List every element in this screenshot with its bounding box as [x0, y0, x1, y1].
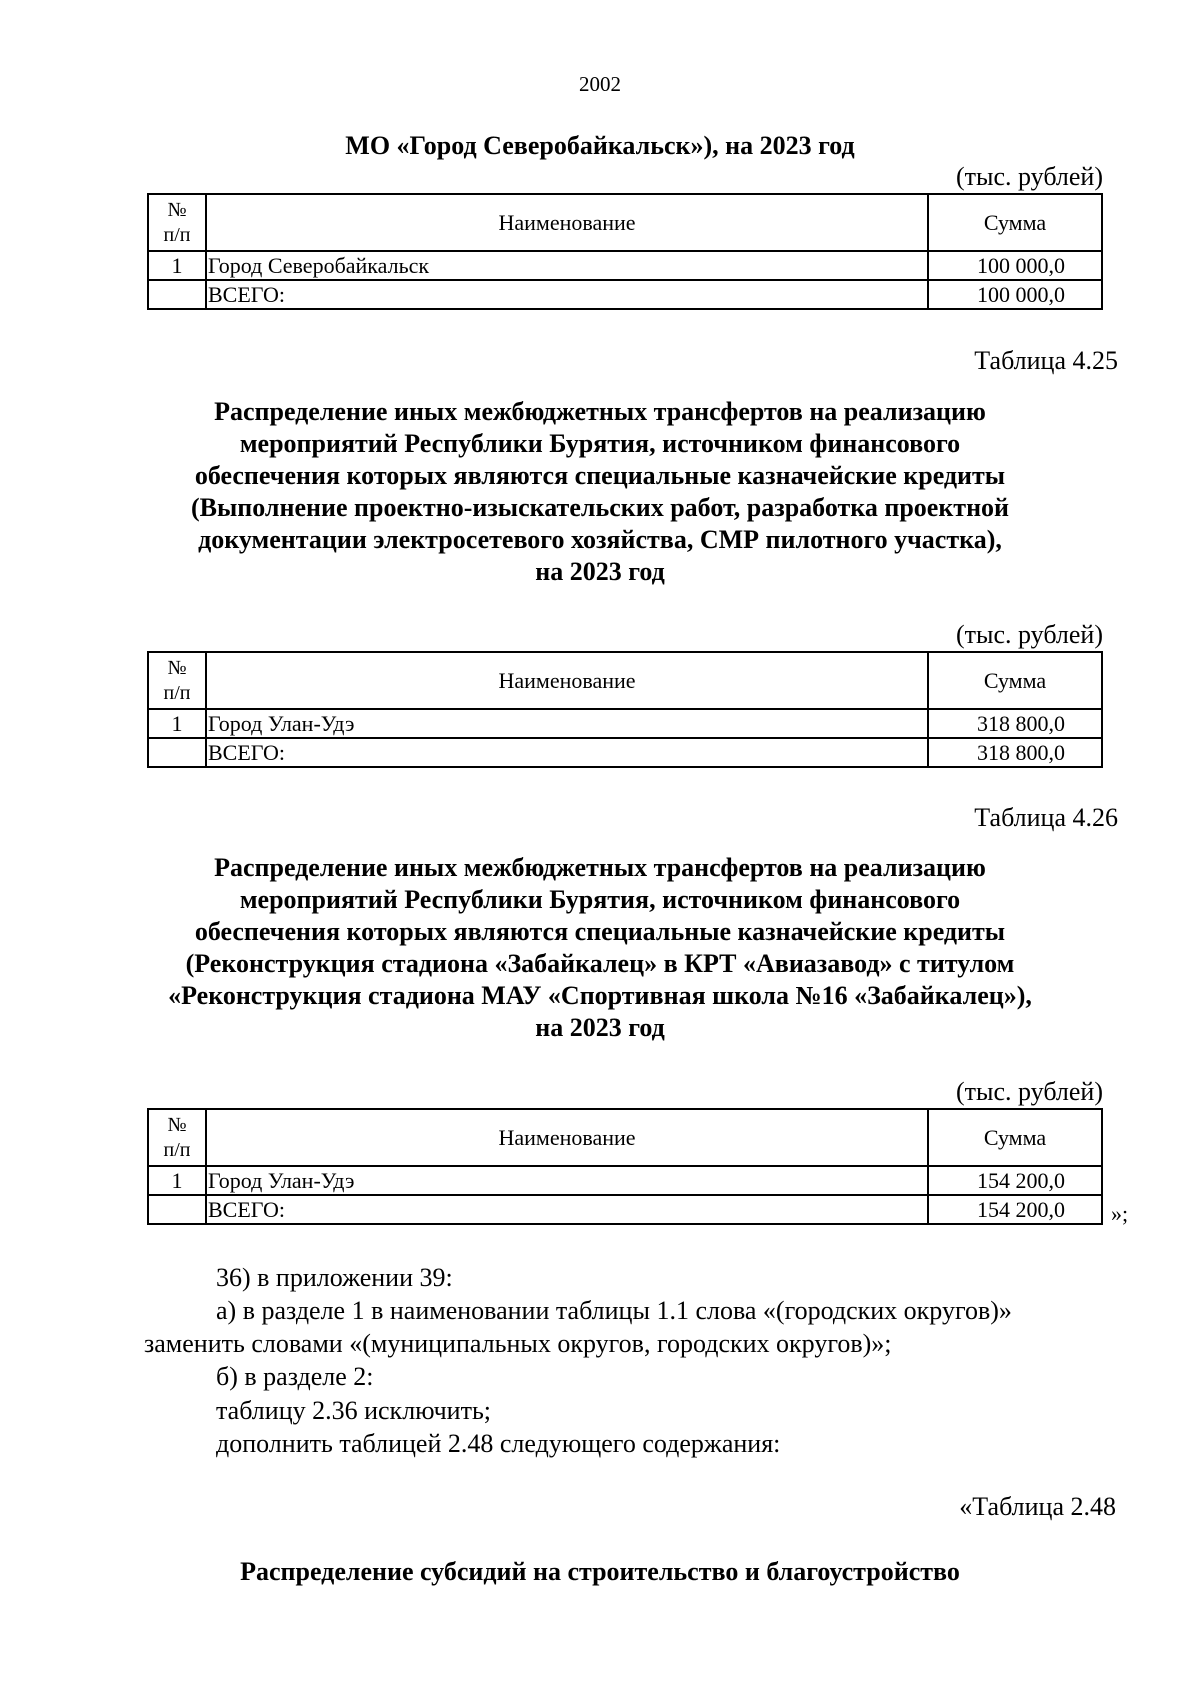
row-sum: 100 000,0 [928, 280, 1102, 309]
column-header-number [148, 1109, 206, 1166]
row-index-label: п/п [163, 681, 191, 704]
table-row [148, 709, 1102, 738]
title-line: мероприятий Республики Бурятия, источником финансового [239, 885, 961, 914]
row-number [148, 738, 206, 767]
unit-label: (тыс. рублей) [955, 1077, 1103, 1106]
row-name: Город Улан-Удэ [206, 709, 928, 738]
amendment-item-b-2: дополнить таблицей 2.48 следующего содержания: [216, 1429, 781, 1458]
table-label-2-48: «Таблица 2.48 [959, 1492, 1116, 1521]
row-index-label: п/п [163, 1138, 191, 1161]
table-header-row [148, 652, 1102, 709]
title-line: Распределение иных межбюджетных трансфертов на реализацию [214, 397, 986, 426]
amendment-item-a: а) в разделе 1 в наименовании таблицы 1.1 слова «(городских округов)» [216, 1296, 1012, 1325]
title-line: (Реконструкция стадиона «Забайкалец» в КРТ «Авиазавод» с титулом [185, 949, 1015, 978]
title-line: Распределение иных межбюджетных трансфертов на реализацию [214, 853, 986, 882]
row-name: Город Улан-Удэ [206, 1166, 928, 1195]
row-index-label: п/п [163, 223, 191, 246]
table-total-row [148, 280, 1102, 309]
row-name: ВСЕГО: [206, 280, 928, 309]
allocation-table [147, 193, 1103, 310]
amendment-item-36: 36) в приложении 39: [216, 1263, 453, 1292]
row-number [148, 280, 206, 309]
column-header-name: Наименование [206, 194, 928, 251]
column-header-number [148, 652, 206, 709]
title-line: на 2023 год [535, 1013, 665, 1042]
table-title-4-26 [120, 852, 1080, 1044]
title-line: мероприятий Республики Бурятия, источником финансового [239, 429, 961, 458]
table-header-row [148, 1109, 1102, 1166]
page-number: 2002 [579, 72, 621, 96]
unit-label: (тыс. рублей) [955, 162, 1103, 191]
title-line: обеспечения которых являются специальные казначейские кредиты [194, 917, 1006, 946]
title-line: документации электросетевого хозяйства, СМР пилотного участка), [198, 525, 1002, 554]
unit-label: (тыс. рублей) [955, 620, 1103, 649]
allocation-table-4-25 [147, 651, 1103, 768]
table-label-4-25: Таблица 4.25 [974, 346, 1118, 375]
amendment-item-b: б) в разделе 2: [216, 1362, 374, 1391]
number-sign: № [167, 198, 187, 221]
number-sign: № [167, 656, 187, 679]
column-header-sum: Сумма [928, 652, 1102, 709]
column-header-name: Наименование [206, 1109, 928, 1166]
row-number: 1 [148, 709, 206, 738]
amendment-item-a-continuation: заменить словами «(муниципальных округов, городских округов)»; [144, 1329, 892, 1358]
column-header-sum: Сумма [928, 194, 1102, 251]
section-heading: МО «Город Северобайкальск»), на 2023 год [345, 131, 855, 160]
allocation-table-4-26 [147, 1108, 1103, 1225]
table-header-row [148, 194, 1102, 251]
row-sum: 318 800,0 [928, 738, 1102, 767]
column-header-sum: Сумма [928, 1109, 1102, 1166]
row-sum: 100 000,0 [928, 251, 1102, 280]
row-sum: 318 800,0 [928, 709, 1102, 738]
row-name: ВСЕГО: [206, 1195, 928, 1224]
row-number: 1 [148, 1166, 206, 1195]
closing-quote: »; [1111, 1201, 1129, 1226]
table-title-2-48: Распределение субсидий на строительство и благоустройство [240, 1557, 960, 1586]
row-sum: 154 200,0 [928, 1166, 1102, 1195]
column-header-number [148, 194, 206, 251]
table-row [148, 251, 1102, 280]
table-total-row [148, 738, 1102, 767]
row-name: ВСЕГО: [206, 738, 928, 767]
title-line: на 2023 год [535, 557, 665, 586]
row-number [148, 1195, 206, 1224]
table-label-4-26: Таблица 4.26 [974, 803, 1118, 832]
table-row [148, 1166, 1102, 1195]
amendment-item-b-1: таблицу 2.36 исключить; [216, 1396, 492, 1425]
title-line: (Выполнение проектно-изыскательских работ, разработка проектной [190, 493, 1010, 522]
column-header-name: Наименование [206, 652, 928, 709]
title-line: «Реконструкция стадиона МАУ «Спортивная школа №16 «Забайкалец»), [168, 981, 1032, 1010]
table-total-row [148, 1195, 1102, 1224]
title-line: обеспечения которых являются специальные казначейские кредиты [194, 461, 1006, 490]
row-sum: 154 200,0 [928, 1195, 1102, 1224]
table-title-4-25 [120, 396, 1080, 588]
row-name: Город Северобайкальск [206, 251, 928, 280]
row-number: 1 [148, 251, 206, 280]
number-sign: № [167, 1113, 187, 1136]
